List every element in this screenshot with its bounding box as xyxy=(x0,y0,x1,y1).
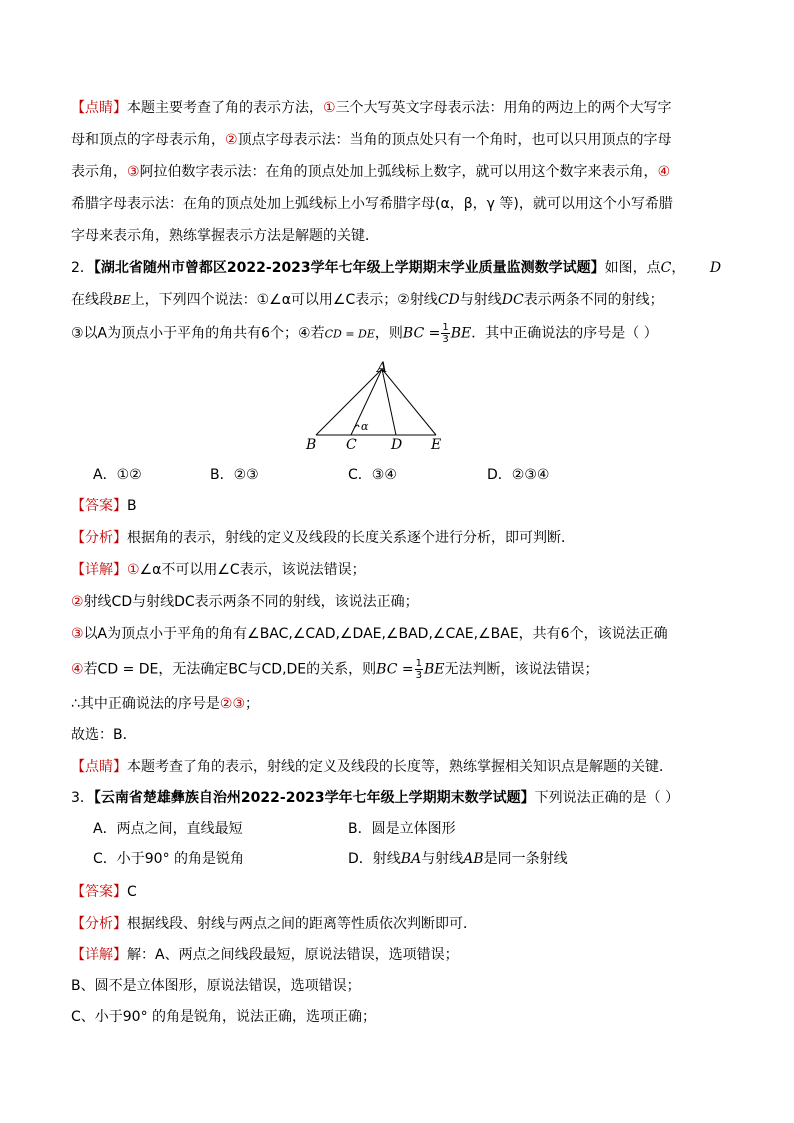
fraction-one-third: $\frac{1}{3}$ xyxy=(442,322,449,345)
tips-line-5: 字母来表示角，熟练掌握表示方法是解题的关键． xyxy=(71,228,379,244)
q2-analysis: 【分析】根据角的表示，射线的定义及线段的长度关系逐个进行分析，即可判断． xyxy=(71,530,575,546)
q2-detail-2: ②射线CD与射线DC表示两条不同的射线，该说法正确； xyxy=(71,594,419,610)
q2-stem-line-3: ③以A为顶点小于平角的角共有6个；④若CD = DE，则BC = $\frac{1}{3}$ BE．其中正确说法的序号是（ ） xyxy=(71,322,658,345)
q2-source: 【湖北省随州市曾都区2022-2023学年七年级上学期期末学业质量监测数学试题】 xyxy=(93,260,605,276)
label-d: D xyxy=(391,437,403,453)
tips-line-4: 希腊字母表示法：在角的顶点处加上弧线标上小写希腊字母(α，β，γ 等)，就可以用这个小写希腊 xyxy=(71,196,673,212)
q3-detail-2: B、圆不是立体图形，原说法错误，选项错误； xyxy=(71,978,361,994)
q3-detail-3: C、小于90° 的角是锐角，说法正确，选项正确； xyxy=(71,1009,377,1025)
q2-option-b: B．②③ xyxy=(210,467,259,483)
q2-option-a: A．①② xyxy=(93,467,142,483)
q2-option-d: D．②③④ xyxy=(487,467,550,483)
q2-stem-line-2: 在线段BE上，下列四个说法：①∠α可以用∠C表示；②射线CD与射线DC表示两条不同的射线； xyxy=(71,292,664,308)
q3-detail-1: 【详解】解：A、两点之间线段最短，原说法错误，选项错误； xyxy=(71,947,459,963)
q3-answer: 【答案】C xyxy=(71,884,137,900)
line-ab xyxy=(316,369,382,435)
q2-figure xyxy=(300,360,460,455)
q2-stem-line-1: 2．【湖北省随州市曾都区2022-2023学年七年级上学期期末学业质量监测数学试题】如图，点C， D xyxy=(71,260,722,276)
label-e: E xyxy=(431,437,442,453)
q2-detail-5: ∴其中正确说法的序号是②③； xyxy=(71,696,260,712)
q2-detail-4: ④若CD = DE，无法确定BC与CD,DE的关系，则BC = $\frac{1}{3}$ BE无法判断，该说法错误； xyxy=(71,658,599,681)
label-c: C xyxy=(346,437,357,453)
tips-tag: 【点睛】 xyxy=(71,100,127,116)
q2-tips: 【点睛】本题考查了角的表示，射线的定义及线段的长度等，熟练掌握相关知识点是解题的关键． xyxy=(71,759,673,775)
q3-option-c: C．小于90° 的角是锐角 xyxy=(93,851,245,867)
q3-option-b: B．圆是立体图形 xyxy=(348,821,456,837)
fraction-one-third-2: $\frac{1}{3}$ xyxy=(415,658,422,681)
q2-choose: 故选：B． xyxy=(71,727,137,743)
tips-line-2: 母和顶点的字母表示角，②顶点字母表示法：当角的顶点处只有一个角时，也可以只用顶点的字母 xyxy=(71,132,672,148)
label-a: A xyxy=(377,360,388,376)
line-ae xyxy=(382,369,436,435)
q3-option-d: D．射线BA与射线AB是同一条射线 xyxy=(348,851,568,867)
q2-detail-1: 【详解】①∠α不可以用∠C表示，该说法错误； xyxy=(71,562,366,578)
q3-source: 【云南省楚雄彝族自治州2022-2023学年七年级上学期期末数学试题】 xyxy=(93,790,535,806)
tips-line-3: 表示角，③阿拉伯数字表示法：在角的顶点处加上弧线标上数字，就可以用这个数字来表示角，④ xyxy=(71,164,671,180)
tips-line-1: 【点睛】本题主要考查了角的表示方法，①三个大写英文字母表示法：用角的两边上的两个大写字 xyxy=(71,100,672,116)
q2-option-c: C．③④ xyxy=(348,467,397,483)
q3-stem: 3．【云南省楚雄彝族自治州2022-2023学年七年级上学期期末数学试题】下列说法正确的是（ ） xyxy=(71,790,680,806)
q3-analysis: 【分析】根据线段、射线与两点之间的距离等性质依次判断即可． xyxy=(71,916,477,932)
q2-answer: 【答案】B xyxy=(71,498,137,514)
label-alpha: α xyxy=(361,420,369,433)
q2-detail-3: ③以A为顶点小于平角的角有∠BAC,∠CAD,∠DAE,∠BAD,∠CAE,∠BAE，共有6个，该说法正确 xyxy=(71,626,668,642)
q3-option-a: A．两点之间，直线最短 xyxy=(93,821,243,837)
label-b: B xyxy=(306,437,317,453)
line-ad xyxy=(382,369,396,435)
